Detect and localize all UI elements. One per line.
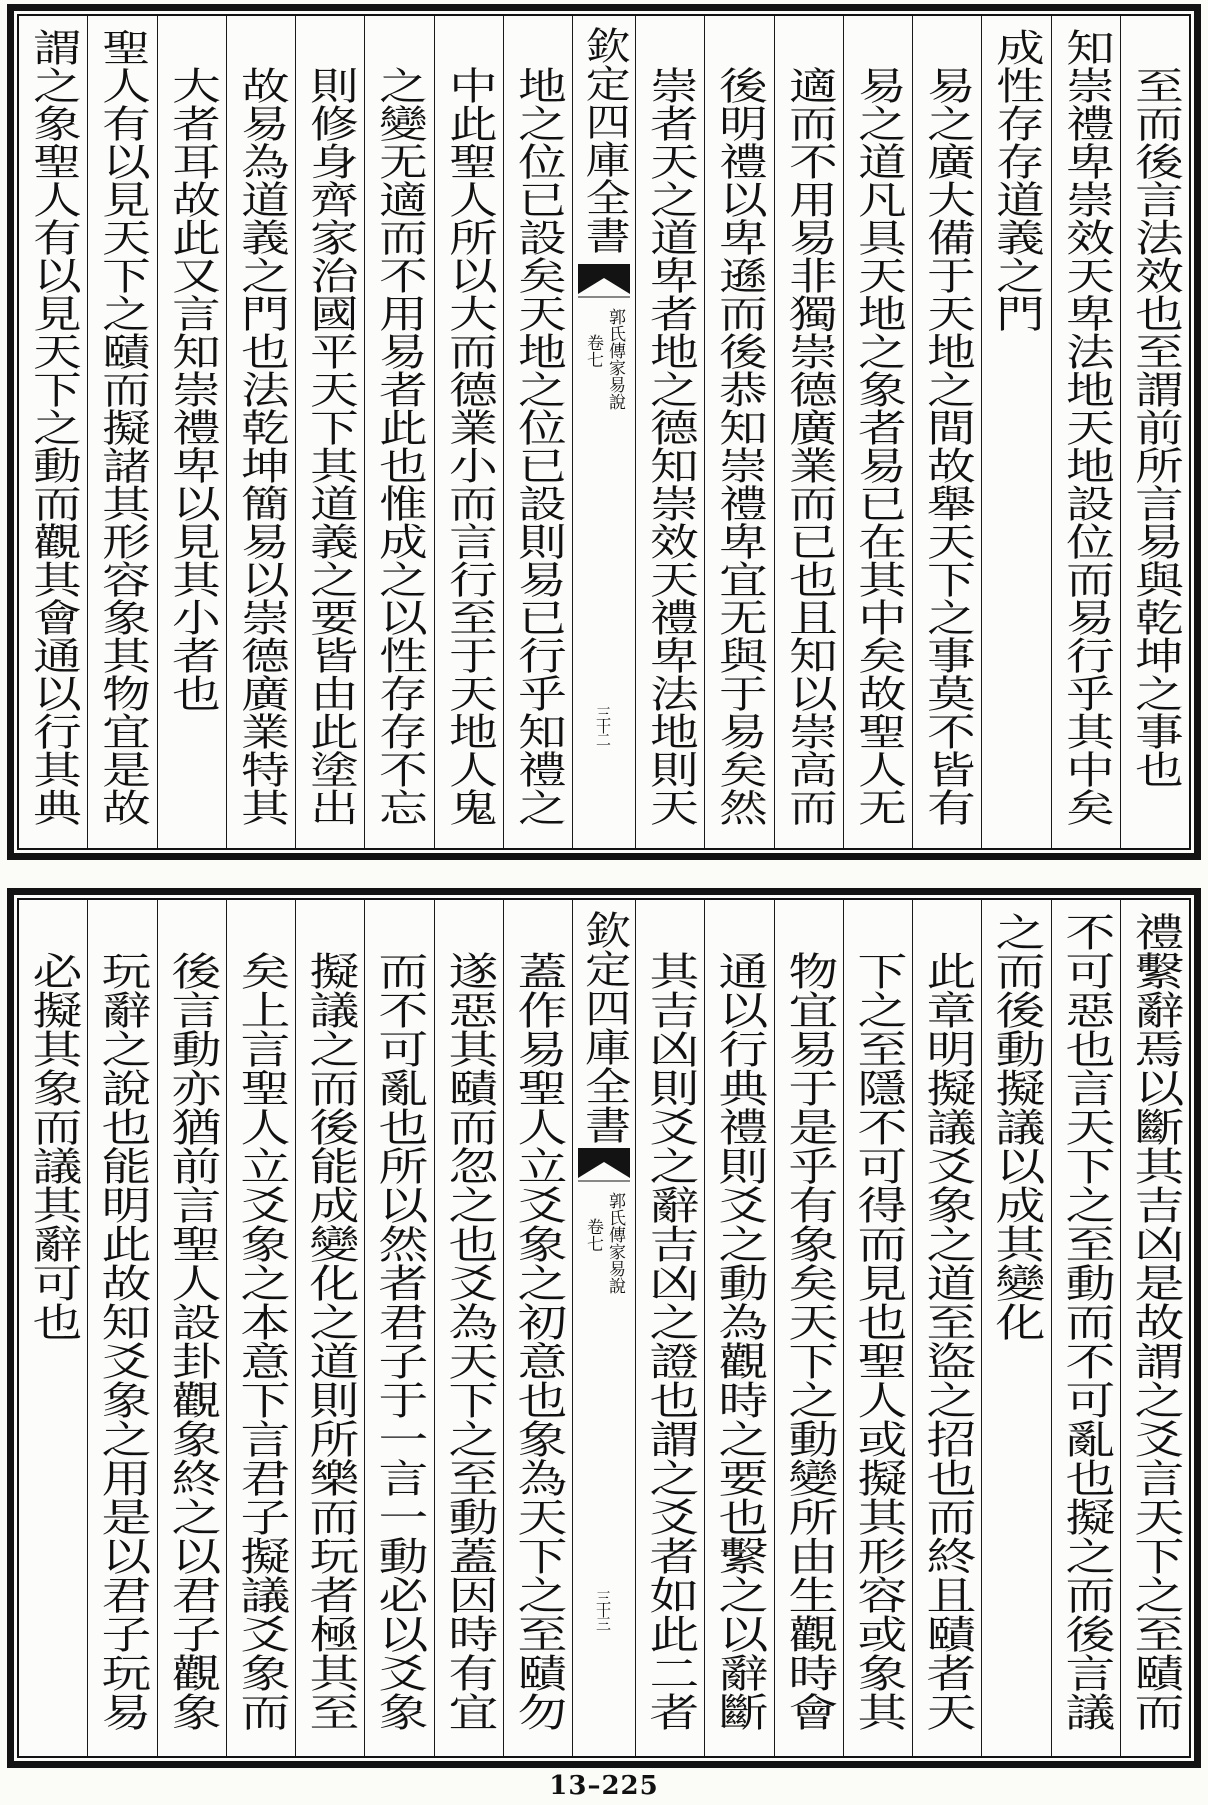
fishtail-mark — [576, 1148, 632, 1182]
lower-leaf — [7, 888, 1201, 1768]
text-column — [704, 16, 773, 848]
column-text: 物宜易于是乎有象矣天下之動變所由生觀時會 — [779, 951, 838, 1731]
text-column — [157, 16, 226, 848]
text-column — [912, 16, 981, 848]
text-column — [912, 900, 981, 1756]
column-text: 易之道凡具天地之象者易已在其中矣故聖人无 — [849, 66, 907, 826]
column-text: 蓋作易聖人立爻象之初意也象為天下之至賾勿 — [509, 951, 567, 1731]
text-column — [226, 16, 295, 848]
volume-number: 卷七 — [583, 334, 603, 368]
text-column — [87, 900, 156, 1756]
text-column — [19, 900, 87, 1756]
text-column — [434, 900, 503, 1756]
book-title: 郭氏傳家易說 — [605, 308, 625, 410]
center-title: 欽定四庫全書 — [578, 26, 630, 254]
text-column — [87, 16, 156, 848]
lower-leaf-frame — [17, 898, 1191, 1758]
column-text: 大者耳故此又言知崇禮卑以見其小者也 — [163, 66, 220, 712]
text-column — [295, 900, 364, 1756]
text-column — [295, 16, 364, 848]
text-column — [1051, 900, 1120, 1756]
column-text: 此章明擬議爻象之道至盜之招也而終且賾者天 — [918, 951, 976, 1731]
column-text: 玩辭之說也能明此故知爻象之用是以君子玩易 — [93, 951, 152, 1731]
column-text: 中此聖人所以大而德業小而言行至于天地人鬼 — [440, 66, 497, 826]
upper-leaf — [7, 4, 1201, 860]
column-text: 至而後言法效也至謂前所言易與乾坤之事也 — [1126, 66, 1184, 788]
center-fold — [572, 16, 635, 848]
text-column — [434, 16, 503, 848]
column-text: 地之位已設矣天地之位已設則易已行乎知禮之 — [509, 66, 567, 826]
text-column — [364, 900, 433, 1756]
column-text: 之而後動擬議以成其變化 — [987, 912, 1046, 1341]
text-column — [19, 16, 87, 848]
text-column — [503, 900, 572, 1756]
text-column — [226, 900, 295, 1756]
text-column — [1120, 900, 1189, 1756]
text-column — [981, 900, 1050, 1756]
text-column — [157, 900, 226, 1756]
column-text: 後明禮以卑遜而後恭知崇禮卑宜无與于易矣然 — [711, 66, 768, 826]
leaf-number: 三十二 — [594, 706, 612, 745]
column-text: 易之廣大備于天地之間故舉天下之事莫不皆有 — [918, 66, 976, 826]
fishtail-mark — [576, 264, 632, 298]
column-text: 後言動亦猶前言聖人設卦觀象終之以君子觀象 — [162, 951, 221, 1731]
text-column — [503, 16, 572, 848]
text-column — [843, 16, 912, 848]
column-text: 下之至隱不可得而見也聖人或擬其形容或象其 — [849, 951, 907, 1731]
text-column — [1051, 16, 1120, 848]
column-text: 崇者天之道卑者地之德知崇效天禮卑法地則天 — [641, 66, 699, 826]
text-column — [981, 16, 1050, 848]
column-text: 擬議之而後能成變化之道則所樂而玩者極其至 — [301, 951, 359, 1731]
page-number: 13–225 — [549, 1771, 659, 1801]
volume-number: 卷七 — [583, 1218, 603, 1252]
column-text: 遂惡其賾而忽之也爻為天下之至動蓋因時有宜 — [439, 951, 498, 1731]
text-column — [774, 16, 843, 848]
column-text: 矣上言聖人立爻象之本意下言君子擬議爻象而 — [232, 951, 290, 1731]
text-column — [364, 16, 433, 848]
upper-leaf-frame — [17, 14, 1191, 850]
column-text: 通以行典禮則爻之動為觀時之要也繫之以辭斷 — [710, 951, 769, 1731]
leaf-number: 三十三 — [594, 1590, 612, 1629]
column-text: 禮繫辭焉以斷其吉凶是故謂之爻言天下之至賾而 — [1126, 912, 1184, 1731]
column-text: 之變无適而不用易者此也惟成之以性存存不忘 — [371, 66, 428, 826]
text-column — [635, 16, 704, 848]
column-text: 其吉凶則爻之辭吉凶之證也謂之爻者如此二者 — [641, 951, 699, 1731]
text-column — [774, 900, 843, 1756]
text-column — [1120, 16, 1189, 848]
column-text: 故易為道義之門也法乾坤簡易以崇德廣業特其 — [232, 66, 290, 826]
column-text: 必擬其象而議其辭可也 — [24, 951, 82, 1341]
text-column — [704, 900, 773, 1756]
column-text: 則修身齊家治國平天下其道義之要皆由此塗出 — [301, 66, 359, 826]
text-column — [635, 900, 704, 1756]
column-text: 而不可亂也所以然者君子于一言一動必以爻象 — [370, 951, 429, 1731]
text-column — [843, 900, 912, 1756]
book-title: 郭氏傳家易說 — [605, 1192, 625, 1294]
center-title: 欽定四庫全書 — [577, 910, 631, 1144]
column-text: 適而不用易非獨崇德廣業而已也且知以崇高而 — [780, 66, 837, 826]
column-text: 不可惡也言天下之至動而不可亂也擬之而後言議 — [1056, 912, 1115, 1731]
column-text: 聖人有以見天下之賾而擬諸其形容象其物宜是故 — [94, 28, 151, 826]
column-text: 謂之象聖人有以見天下之動而觀其會通以行其典 — [24, 28, 82, 826]
center-fold — [572, 900, 635, 1756]
column-text: 知崇禮卑崇效天卑法地天地設位而易行乎其中矣 — [1057, 28, 1114, 826]
column-text: 成性存存道義之門 — [988, 28, 1045, 332]
